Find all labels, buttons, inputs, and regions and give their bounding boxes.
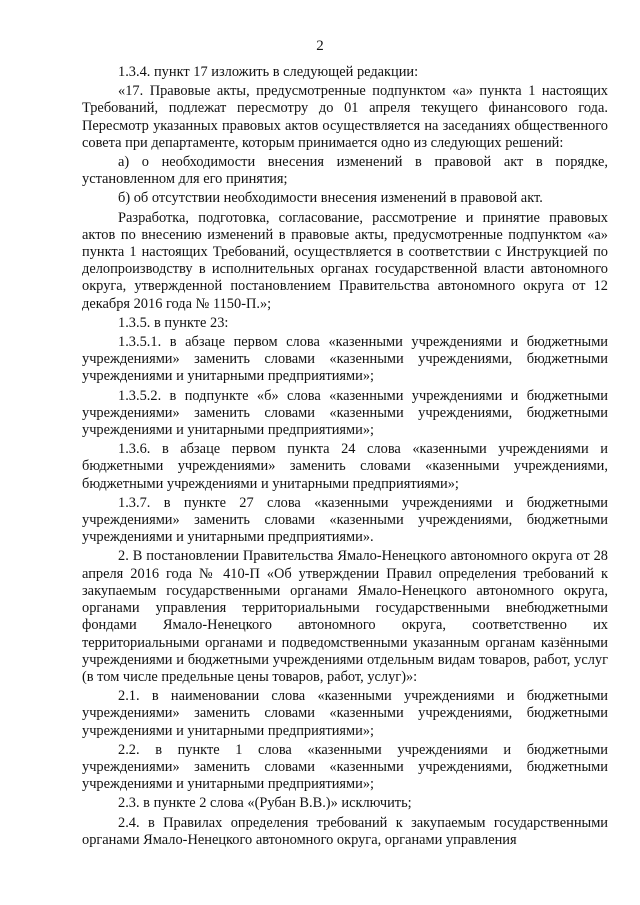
paragraph-development: Разработка, подготовка, согласование, рассмотрение и принятие правовых актов по внесению изменений в правовые акты, предусмотренные подпунктом «а» пункта 1 настоящих Требований, осуществляется в соответствии с Инструкцией по делопроизводству в исполнительных органах государственной власти автономного округа, утвержденной постановлением Правительства автономного округа от 12 декабря 2016 года № 1150-П.»; bbox=[82, 209, 608, 312]
paragraph-2-2: 2.2. в пункте 1 слова «казенными учреждениями и бюджетными учреждениями» заменить словами «казенными учреждениями, бюджетными учреждениями и унитарными предприятиями»; bbox=[82, 741, 608, 793]
paragraph-1-3-4: 1.3.4. пункт 17 изложить в следующей редакции: bbox=[118, 64, 419, 80]
paragraph-1-3-5: 1.3.5. в пункте 23: bbox=[118, 314, 229, 331]
paragraph-1-3-5-2: 1.3.5.2. в подпункте «б» слова «казенными учреждениями и бюджетными учреждениями» заменить словами «казенными учреждениями, бюджетными учреждениями и унитарными предприятиями»; bbox=[82, 387, 608, 439]
paragraph-2-1: 2.1. в наименовании слова «казенными учреждениями и бюджетными учреждениями» заменить словами «казенными учреждениями, бюджетными учреждениями и унитарными предприятиями»; bbox=[82, 688, 608, 739]
paragraph-2-3: 2.3. в пункте 2 слова «(Рубан В.В.)» исключить; bbox=[118, 795, 412, 812]
page-number: 2 bbox=[316, 38, 324, 54]
paragraph-1-3-5-1: 1.3.5.1. в абзаце первом слова «казенными учреждениями и бюджетными учреждениями» заменить словами «казенными учреждениями, бюджетными учреждениями и унитарными предприятиями»; bbox=[82, 334, 608, 385]
paragraph-1-3-7: 1.3.7. в пункте 27 слова «казенными учреждениями и бюджетными учреждениями» заменить словами «казенными учреждениями, бюджетными учреждениями и унитарными предприятиями». bbox=[82, 494, 608, 546]
paragraph-2-4: 2.4. в Правилах определения требований к закупаемым государственными органами Ямало-Ненецкого автономного округа, органами управления bbox=[82, 814, 608, 848]
paragraph-decision-b: б) об отсутствии необходимости внесения изменений в правовой акт. bbox=[118, 190, 543, 207]
paragraph-2: 2. В постановлении Правительства Ямало-Ненецкого автономного округа от 28 апреля 2016 года № 410-П «Об утверждении Правил определения требований к закупаемым государственными органами Ямало-Ненецкого автономного округа, органами управления территориальными государственными внебюджетными фондами Ямало-Ненецкого автономного округа, соответственно их территориальными органами и подведомственными указанным органам казёнными учреждениями и бюджетными учреждениями отдельным видам товаров, работ, услуг (в том числе предельные цены товаров, работ, услуг)»: bbox=[82, 548, 608, 685]
document-body bbox=[82, 64, 608, 851]
paragraph-decision-a: а) о необходимости внесения изменений в правовой акт в порядке, установленном для его принятия; bbox=[82, 154, 608, 188]
paragraph-1-3-6: 1.3.6. в абзаце первом пункта 24 слова «казенными учреждениями и бюджетными учреждениями» заменить словами «казенными учреждениями, бюджетными учреждениями и унитарными предприятиями»; bbox=[82, 441, 608, 492]
paragraph-point-17: «17. Правовые акты, предусмотренные подпунктом «а» пункта 1 настоящих Требований, подлежат пересмотру до 01 апреля текущего финансового года. Пересмотр указанных правовых актов осуществляется на заседаниях общественного совета при департаменте, которым принимается одно из следующих решений: bbox=[82, 83, 608, 151]
